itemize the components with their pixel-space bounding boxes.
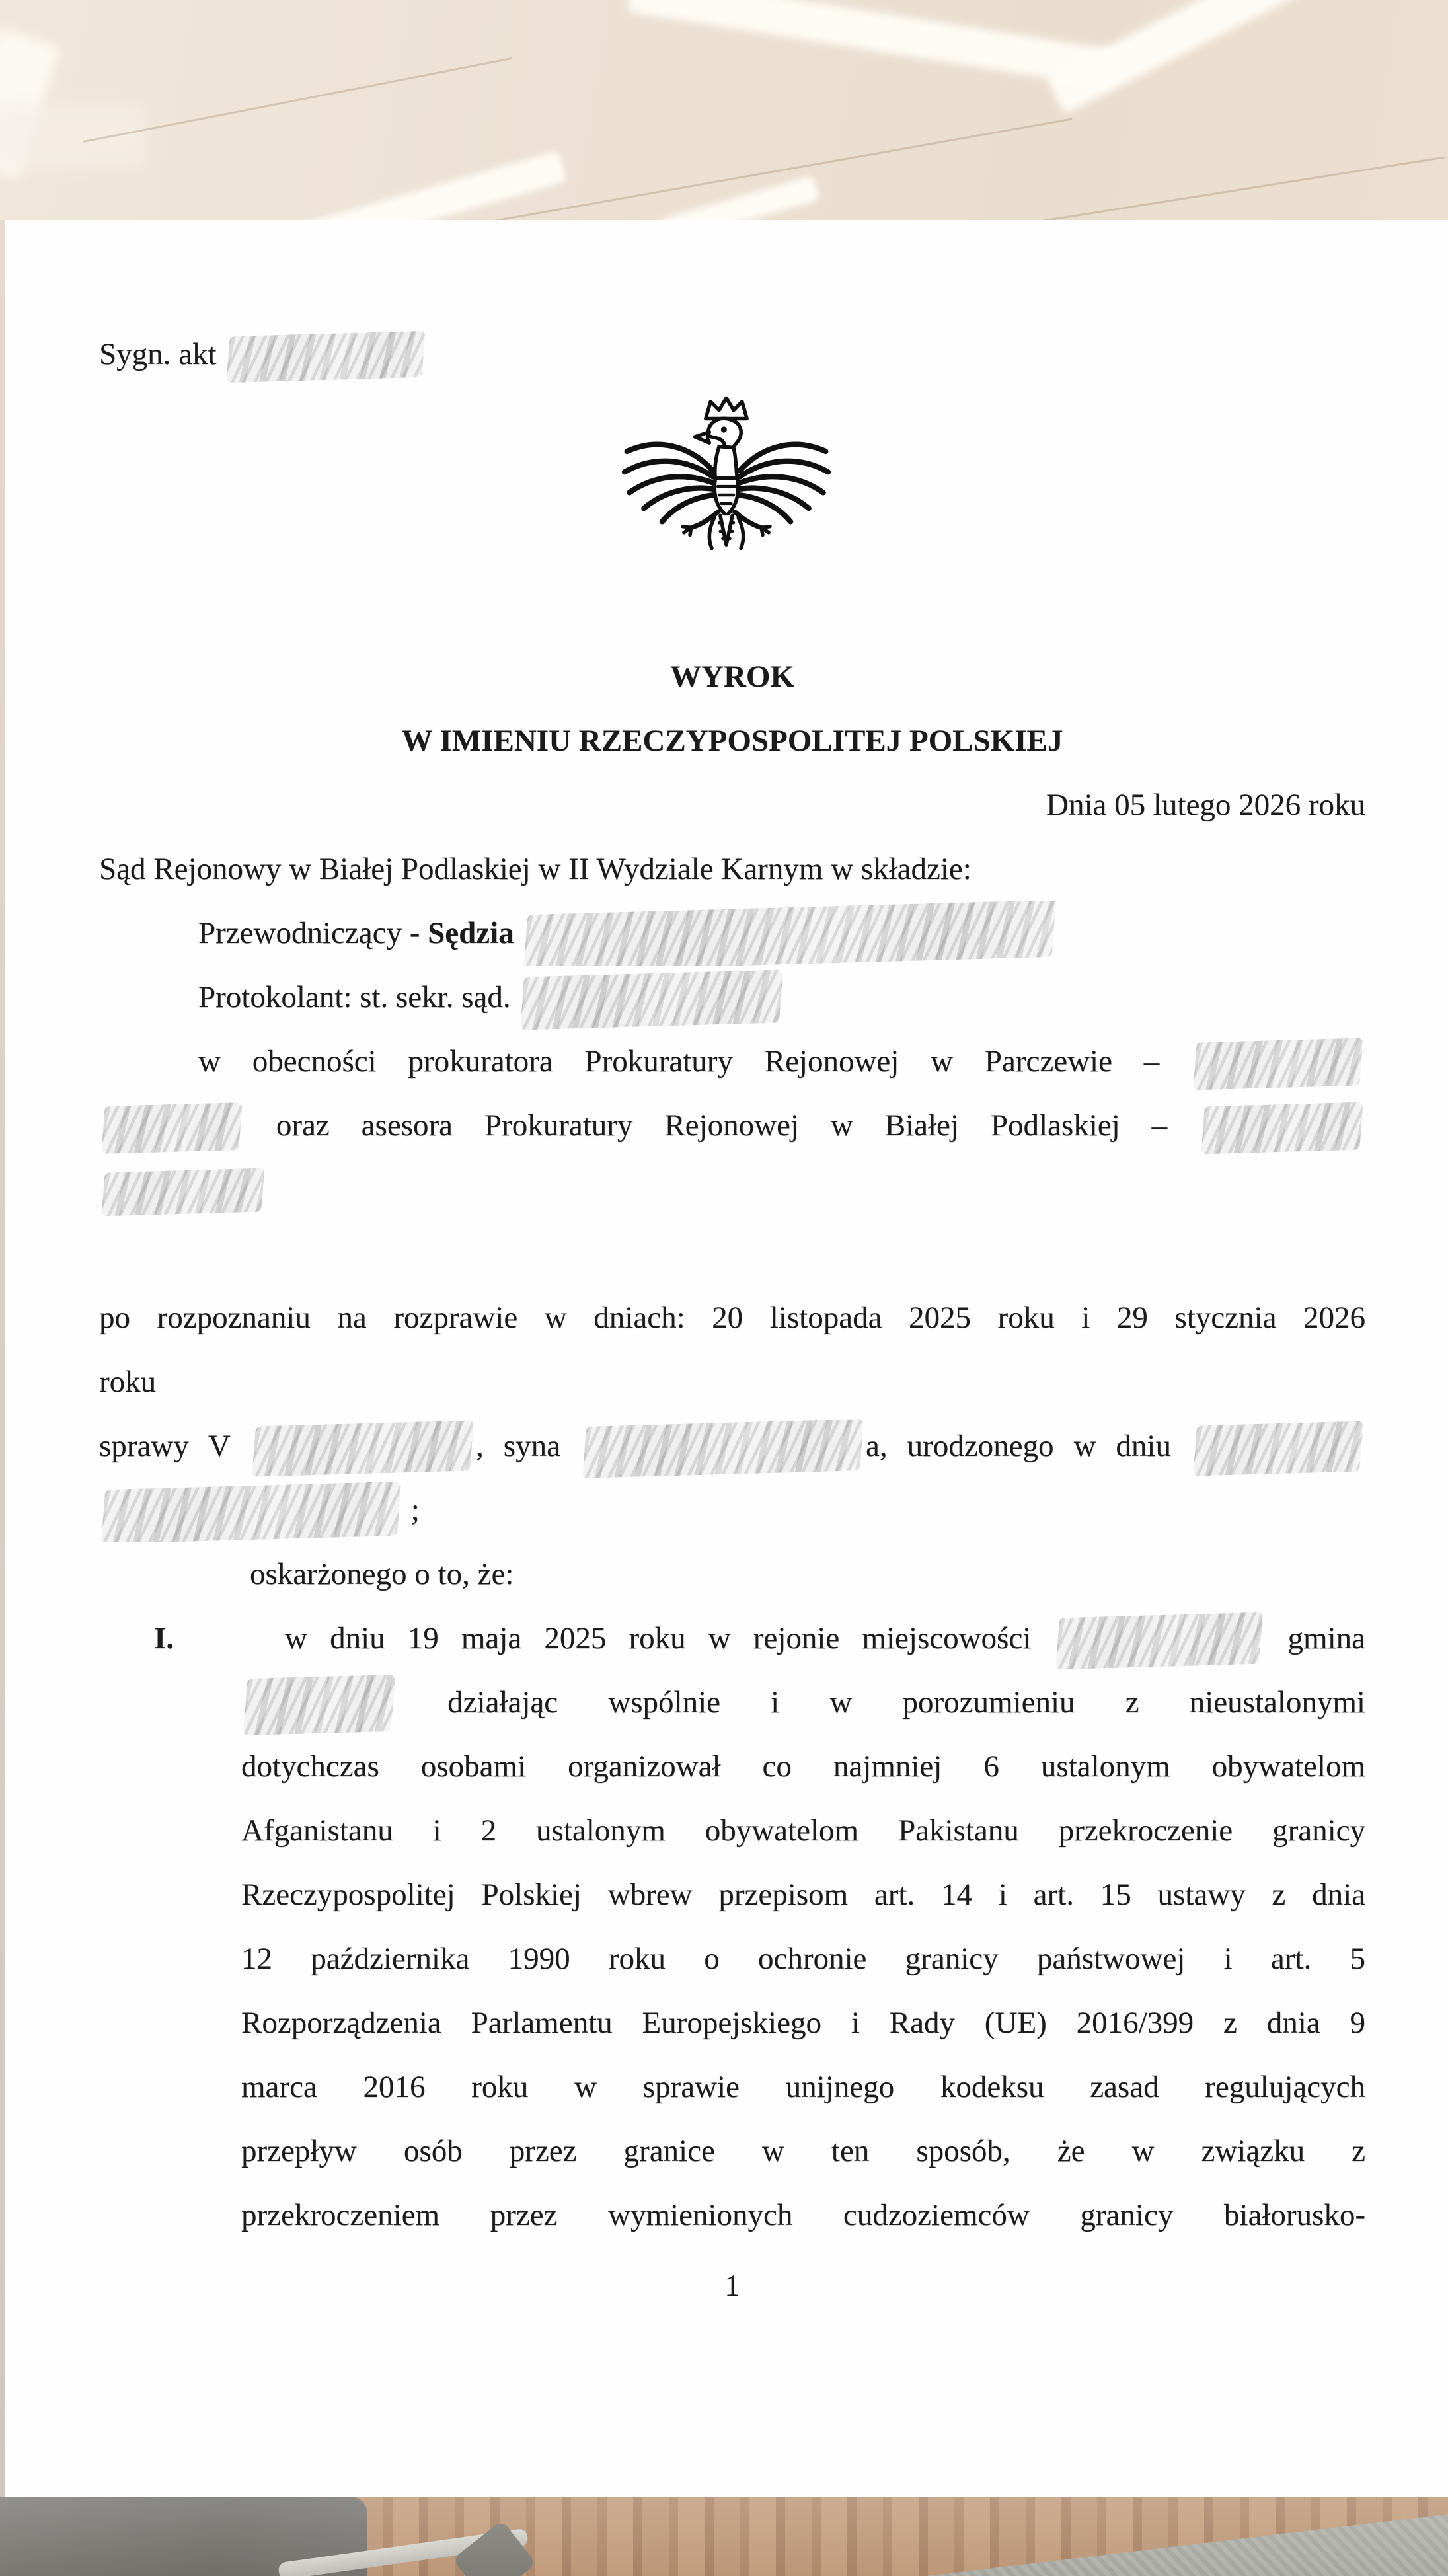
- emblem-row: [5, 383, 1448, 571]
- ceiling-seam-line: [83, 57, 512, 143]
- ceiling-light-panel: [660, 176, 819, 220]
- charge-line-1: [241, 1607, 1365, 1671]
- ceiling-seam-line: [948, 157, 1444, 220]
- defendant-name-redaction: [252, 1421, 474, 1477]
- defendant-text-2: , syna: [476, 1429, 560, 1463]
- case-number-line: [99, 331, 1448, 377]
- document-page: [5, 220, 1448, 2497]
- case-number-redaction: [227, 331, 426, 383]
- prosecutor-line-1: [99, 1030, 1365, 1094]
- polish-eagle-emblem: [617, 383, 835, 571]
- judge-name-redaction: [523, 901, 1056, 966]
- hearing-line-2: roku: [99, 1365, 157, 1399]
- charge-line-10: przekroczeniem przez wymienionych cudzoziemców granicy białorusko-: [241, 2198, 1365, 2232]
- clerk-line: [99, 966, 1365, 1030]
- defendant-line-2-end: ;: [410, 1493, 420, 1527]
- presiding-judge-line: [99, 901, 1365, 966]
- presiding-label: Przewodniczący -: [198, 916, 420, 950]
- birth-date-redaction: [1193, 1421, 1363, 1476]
- courtroom-ceiling-photo: [0, 0, 1448, 220]
- date-line: Dnia 05 lutego 2026 roku: [1046, 788, 1365, 822]
- charge-text-2: działając wspólnie i w porozumieniu z nieustalonymi: [447, 1685, 1365, 1720]
- page-number: 1: [724, 2269, 740, 2303]
- defendant-line-1: [99, 1414, 1365, 1478]
- assessor-name-redaction: [102, 1168, 265, 1217]
- charge-line-8: marca 2016 roku w sprawie unijnego kodeksu zasad regulujących: [241, 2070, 1365, 2104]
- prosecutor-name-redaction: [1193, 1038, 1363, 1090]
- page-left-edge: [0, 220, 5, 2497]
- charge-item-block: [241, 1607, 1365, 2248]
- ceiling-light-panel: [628, 0, 1117, 89]
- defendant-text-1: sprawy V: [99, 1429, 231, 1463]
- charge-line-5: Rzeczypospolitej Polskiej wbrew przepisom art. 14 i art. 15 ustawy z dnia: [241, 1877, 1365, 1912]
- birth-place-redaction: [101, 1482, 401, 1542]
- prosecutor-line-2: [99, 1094, 1365, 1158]
- father-name-redaction: [582, 1419, 864, 1478]
- presiding-role: Sędzia: [428, 916, 514, 950]
- ceiling-light-panel: [286, 151, 568, 220]
- ceiling-light-panel: [0, 104, 145, 168]
- prosecutor-name-redaction: [101, 1102, 242, 1154]
- judgment-title: WYROK: [670, 660, 794, 694]
- clerk-label: Protokolant: st. sekr. sąd.: [198, 980, 511, 1014]
- clerk-name-redaction: [520, 970, 783, 1030]
- village-name-redaction: [1055, 1612, 1263, 1670]
- charge-line-9: przepływ osób przez granice w ten sposób, że w związku z: [241, 2134, 1365, 2168]
- blank-line: [99, 1222, 1365, 1286]
- judgment-subtitle: W IMIENIU RZECZYPOSPOLITEJ POLSKIEJ: [401, 724, 1063, 758]
- case-number-label: Sygn. akt: [99, 337, 217, 371]
- charge-line-6: 12 października 1990 roku o ochronie granicy państwowej i art. 5: [241, 1942, 1365, 1976]
- charge-text-1a: w dniu 19 maja 2025 roku w rejonie miejscowości: [285, 1621, 1032, 1655]
- charge-line-7: Rozporządzenia Parlamentu Europejskiego i Rady (UE) 2016/399 z dnia 9: [241, 2006, 1365, 2040]
- charge-line-2: [241, 1671, 1365, 1735]
- charge-line-4: Afganistanu i 2 ustalonym obywatelom Pakistanu przekroczenie granicy: [241, 1813, 1365, 1848]
- prosecutor-text-2: oraz asesora Prokuratury Rejonowej w Białej Podlaskiej –: [276, 1108, 1168, 1143]
- charge-line-3: dotychczas osobami organizował co najmniej 6 ustalonym obywatelom: [241, 1749, 1365, 1784]
- court-composition-line: Sąd Rejonowy w Białej Podlaskiej w II Wydziale Karnym w składzie:: [99, 852, 972, 886]
- ceiling-light-panel: [1046, 0, 1448, 114]
- defendant-line-2: [99, 1478, 1365, 1542]
- assessor-name-redaction: [1201, 1102, 1363, 1155]
- defendant-text-3: a, urodzonego w dniu: [865, 1429, 1171, 1463]
- judgment-text: [99, 645, 1365, 2318]
- charge-item-number: I.: [154, 1621, 174, 1655]
- prosecutor-line-3: [99, 1158, 1365, 1222]
- prosecutor-text-1: w obecności prokuratora Prokuratury Rejonowej w Parczewie –: [198, 1044, 1160, 1079]
- photo-overexposure-haze: [0, 2497, 1448, 2576]
- hearing-line-1: po rozpoznaniu na rozprawie w dniach: 20 listopada 2025 roku i 29 stycznia 2026: [99, 1301, 1365, 1335]
- charge-text-1b: gmina: [1287, 1621, 1365, 1655]
- commune-name-redaction: [243, 1675, 396, 1735]
- courtroom-furniture-photo: [0, 2497, 1448, 2576]
- accusation-intro: oskarżonego o to, że:: [250, 1557, 514, 1591]
